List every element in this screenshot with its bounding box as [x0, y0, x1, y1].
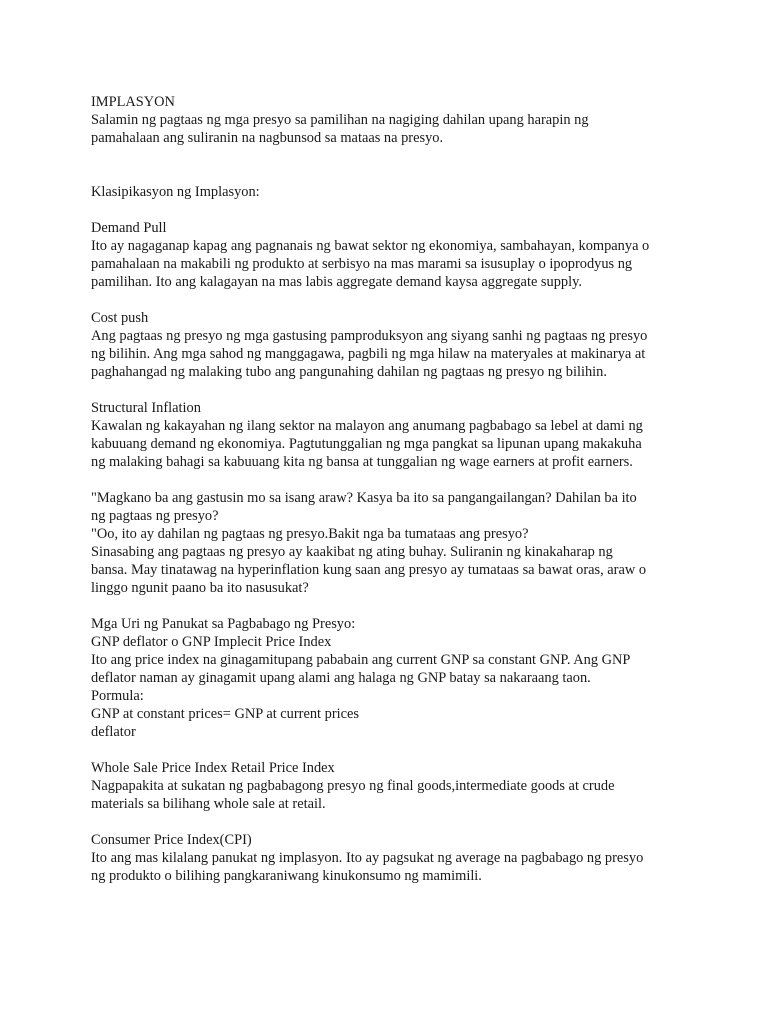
paragraph-line: Pormula:	[91, 688, 144, 704]
paragraph-line: deflator naman ay ginagamit upang alami ang halaga ng GNP batay sa nakaraang taon.	[91, 670, 591, 686]
section-cost-push	[91, 309, 691, 381]
paragraph-line: linggo ngunit paano ba ito nasusukat?	[91, 580, 309, 596]
paragraph-line: pamahalaan ang suliranin na nagbunsod sa mataas na presyo.	[91, 130, 444, 146]
paragraph-line: pamilihan. Ito ang kalagayan na mas labis aggregate demand kaysa aggregate supply.	[91, 274, 582, 290]
formula-line: deflator	[91, 724, 136, 740]
paragraph-line: "Magkano ba ang gastusin mo sa isang araw? Kasya ba ito sa pangangailangan? Dahilan ba ito	[91, 490, 637, 506]
section-implasyon	[91, 93, 691, 147]
section-title: Consumer Price Index(CPI)	[91, 832, 252, 848]
section-panukat	[91, 615, 691, 741]
section-klasipikasyon	[91, 183, 691, 201]
section-title: Demand Pull	[91, 220, 167, 236]
paragraph-line: Ang pagtaas ng presyo ng mga gastusing pamproduksyon ang siyang sanhi ng pagtaas ng presyo	[91, 328, 648, 344]
paragraph-line: bansa. May tinatawag na hyperinflation kung saan ang presyo ay tumataas sa bawat oras, araw o	[91, 562, 647, 578]
paragraph-line: ng malaking bahagi sa kabuuang kita ng bansa at tunggalian ng wage earners at profit earners.	[91, 454, 633, 470]
paragraph-line: Ito ang price index na ginagamitupang pababain ang current GNP sa constant GNP. Ang GNP	[91, 652, 631, 668]
paragraph-line: materials sa bilihang whole sale at retail.	[91, 796, 326, 812]
section-title: Whole Sale Price Index Retail Price Index	[91, 760, 335, 776]
paragraph-line: Ito ay nagaganap kapag ang pagnanais ng bawat sektor ng ekonomiya, sambahayan, kompanya o	[91, 238, 650, 254]
section-wholesale-price-index	[91, 759, 691, 813]
paragraph-line: Kawalan ng kakayahan ng ilang sektor na malayon ang anumang pagbabago sa lebel at dami ng	[91, 418, 643, 434]
paragraph-line: paghahangad ng malaking tubo ang pangunahing dahilan ng pagtaas ng presyo ng bilihin.	[91, 364, 607, 380]
section-structural-inflation	[91, 399, 691, 471]
section-demand-pull	[91, 219, 691, 291]
section-dialogue	[91, 489, 691, 597]
paragraph-line: GNP deflator o GNP Implecit Price Index	[91, 634, 332, 650]
paragraph-line: pamahalaan na makabili ng produkto at serbisyo na mas marami sa isusuplay o ipoprodyus ng	[91, 256, 633, 272]
document-page	[91, 93, 691, 885]
paragraph-line: "Oo, ito ay dahilan ng pagtaas ng presyo.Bakit nga ba tumataas ang presyo?	[91, 526, 529, 542]
section-title: IMPLASYON	[91, 94, 175, 110]
paragraph-line: ng produkto o bilihing pangkaraniwang kinukonsumo ng mamimili.	[91, 868, 482, 884]
formula-line: GNP at constant prices= GNP at current prices	[91, 706, 360, 722]
section-consumer-price-index	[91, 831, 691, 885]
paragraph-line: ng pagtaas ng presyo?	[91, 508, 219, 524]
section-title: Structural Inflation	[91, 400, 201, 416]
paragraph-line: ng bilihin. Ang mga sahod ng manggagawa, pagbili ng mga hilaw na materyales at makinarya at	[91, 346, 646, 362]
section-title: Mga Uri ng Panukat sa Pagbabago ng Presyo:	[91, 616, 356, 632]
paragraph-line: kabuuang demand ng ekonomiya. Pagtutunggalian ng mga pangkat sa lipunan upang makakuha	[91, 436, 642, 452]
section-title: Cost push	[91, 310, 149, 326]
paragraph-line: Sinasabing ang pagtaas ng presyo ay kaakibat ng ating buhay. Suliranin ng kinakaharap ng	[91, 544, 613, 560]
paragraph-line: Salamin ng pagtaas ng mga presyo sa pamilihan na nagiging dahilan upang harapin ng	[91, 112, 589, 128]
paragraph-line: Ito ang mas kilalang panukat ng implasyon. Ito ay pagsukat ng average na pagbabago ng presyo	[91, 850, 644, 866]
section-title: Klasipikasyon ng Implasyon:	[91, 184, 260, 200]
paragraph-line: Nagpapakita at sukatan ng pagbabagong presyo ng final goods,intermediate goods at crude	[91, 778, 615, 794]
